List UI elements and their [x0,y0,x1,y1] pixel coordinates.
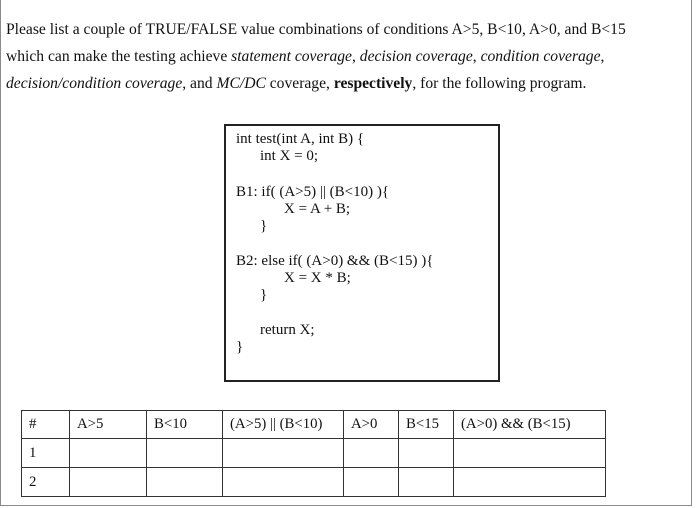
table-cell[interactable] [454,439,606,468]
code-line-b2: B2: else if( (A>0) && (B<15) ){ [236,253,434,269]
table-header-row [22,411,606,439]
table-row [22,468,606,497]
header-a-gt-5: A>5 [70,411,147,439]
mcdc-term: MC/DC [216,75,266,92]
table-cell[interactable] [147,468,223,497]
code-line-b2-close: } [260,287,268,303]
code-line-b1-close: } [260,218,268,234]
table-cell[interactable] [399,439,454,468]
question-line-2-text: which can make the testing achieve [6,48,232,65]
coverage-table [21,410,606,497]
condition-coverage-term: condition coverage [480,48,601,65]
table-cell[interactable] [454,468,606,497]
respectively-emphasis: respectively [333,75,413,92]
question-line-3 [6,70,690,97]
header-decision-b1: (A>5) || (B<10) [223,411,344,439]
separator: , and [182,75,217,92]
question-line-1 [6,16,690,43]
question-text [6,16,690,97]
header-index: # [22,411,70,439]
header-b-lt-15: B<15 [399,411,454,439]
table-cell[interactable] [70,439,147,468]
code-line-b1: B1: if( (A>5) || (B<10) ){ [236,184,390,200]
code-line-b1-body: X = A + B; [284,201,351,217]
table-cell[interactable] [399,468,454,497]
row-index: 2 [22,468,70,497]
separator: , [600,48,605,65]
decision-coverage-term: decision coverage [359,48,473,65]
question-line-3-text: coverage, [265,75,334,92]
question-line-3-tail: , for the following program. [412,75,587,92]
code-line-end: } [236,339,244,355]
separator: , [472,48,481,65]
separator: , [351,48,360,65]
code-line-return: return X; [260,322,315,338]
statement-coverage-term: statement coverage [231,48,352,65]
table-cell[interactable] [344,468,399,497]
code-listing [224,124,500,382]
code-line-signature: int test(int A, int B) { [236,131,365,147]
header-a-gt-0: A>0 [344,411,399,439]
header-decision-b2: (A>0) && (B<15) [454,411,606,439]
table-cell[interactable] [223,439,344,468]
table-cell[interactable] [223,468,344,497]
header-b-lt-10: B<10 [147,411,223,439]
table-row [22,439,606,468]
decision-condition-coverage-term: decision/condition coverage [6,75,183,92]
table-cell[interactable] [70,468,147,497]
table-cell[interactable] [344,439,399,468]
question-line-2 [6,43,690,70]
code-line-b2-body: X = X * B; [284,270,351,286]
row-index: 1 [22,439,70,468]
code-line-init: int X = 0; [260,148,319,164]
question-line-1-text: Please list a couple of TRUE/FALSE value combinations of conditions A>5, B<10, A>0, and B<15 [6,21,626,38]
table-cell[interactable] [147,439,223,468]
